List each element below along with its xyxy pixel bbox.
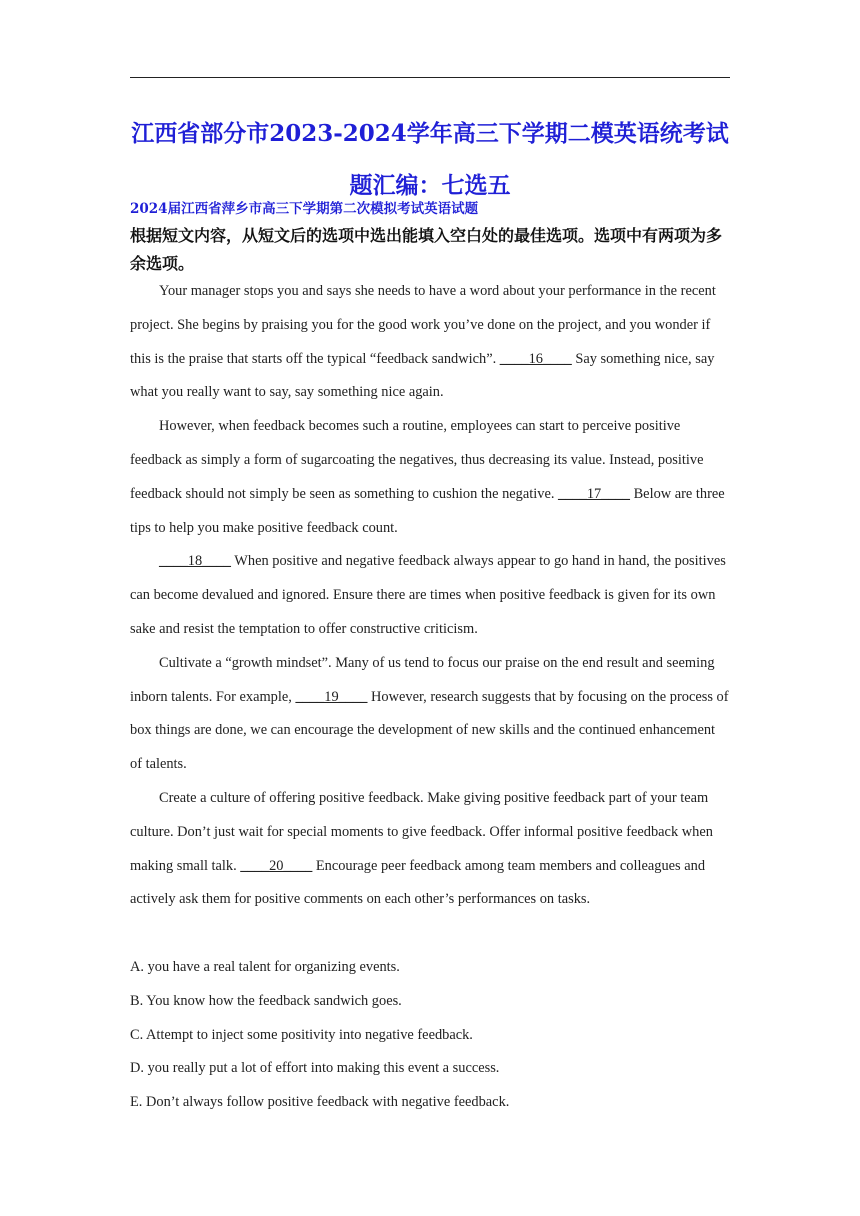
paragraph-text: However, research suggests that by focusing on the process of box things are done, we can encourage the development of new skills and the continued enhancement of talents. (130, 688, 729, 773)
answer-options (130, 951, 730, 1120)
paragraph-text: Encourage peer feedback among team members and colleagues and actively ask them for positive comments on each other’s performances on tasks. (130, 857, 706, 908)
passage-paragraph-3 (130, 545, 730, 646)
blank-19: ____19____ (295, 688, 368, 705)
blank-20: ____20____ (240, 857, 313, 874)
paragraph-text: Say something nice, say what you really want to say, say something nice again. (130, 350, 715, 401)
option-d: D. you really put a lot of effort into making this event a success. (130, 1060, 500, 1077)
paragraph-text: Your manager stops you and says she needs to have a word about your performance in the recent project. She begins by praising you for the good work you’ve done on the project, and you wonder if this is the praise that starts off the typical “feedback sandwich”. (130, 283, 716, 367)
paragraph-text: Create a culture of offering positive feedback. Make giving positive feedback part of your team culture. Don’t just wait for special moments to give feedback. Offer informal positive feedback when making small talk. (130, 789, 713, 874)
option-a: A. you have a real talent for organizing events. (130, 959, 400, 975)
paragraph-text: Cultivate a “growth mindset”. Many of us tend to focus our praise on the end result and seeming inborn talents. For example, (130, 654, 715, 705)
blank-16: ____16____ (499, 350, 572, 367)
option-b: B. You know how the feedback sandwich goes. (130, 992, 402, 1009)
paragraph-text: However, when feedback becomes such a routine, employees can start to perceive positive feedback as simply a form of sugarcoating the negatives, thus decreasing its value. Instead, positive feedback should not simply be seen as something to cushion the negative. (130, 418, 704, 502)
paragraph-text: When positive and negative feedback always appear to go hand in hand, the positives can become devalued and ignored. Ensure there are times when positive feedback is given for its own sake and resist the temptation to offer constructive criticism. (130, 553, 726, 637)
passage-paragraph-1 (130, 275, 730, 410)
passage-paragraph-2 (130, 410, 730, 545)
paragraph-text: Below are three tips to help you make positive feedback count. (130, 485, 725, 536)
blank-18: ____18____ (159, 553, 231, 570)
blank-17: ____17____ (558, 485, 630, 502)
document-title: 江西省部分市2023-2024学年高三下学期二模英语统考试题汇编：七选五 (131, 120, 729, 199)
passage-paragraph-4 (130, 647, 730, 782)
task-instruction: 根据短文内容，从短文后的选项中选出能填入空白处的最佳选项。选项中有两项为多余选项。 (130, 226, 723, 273)
option-e: E. Don’t always follow positive feedback with negative feedback. (130, 1094, 510, 1111)
passage-paragraph-5 (130, 782, 730, 917)
reading-passage (130, 275, 730, 917)
header-rule (130, 77, 730, 78)
option-c: C. Attempt to inject some positivity into negative feedback. (130, 1026, 473, 1043)
exam-source-heading: 2024届江西省萍乡市高三下学期第二次模拟考试英语试题 (130, 201, 479, 217)
